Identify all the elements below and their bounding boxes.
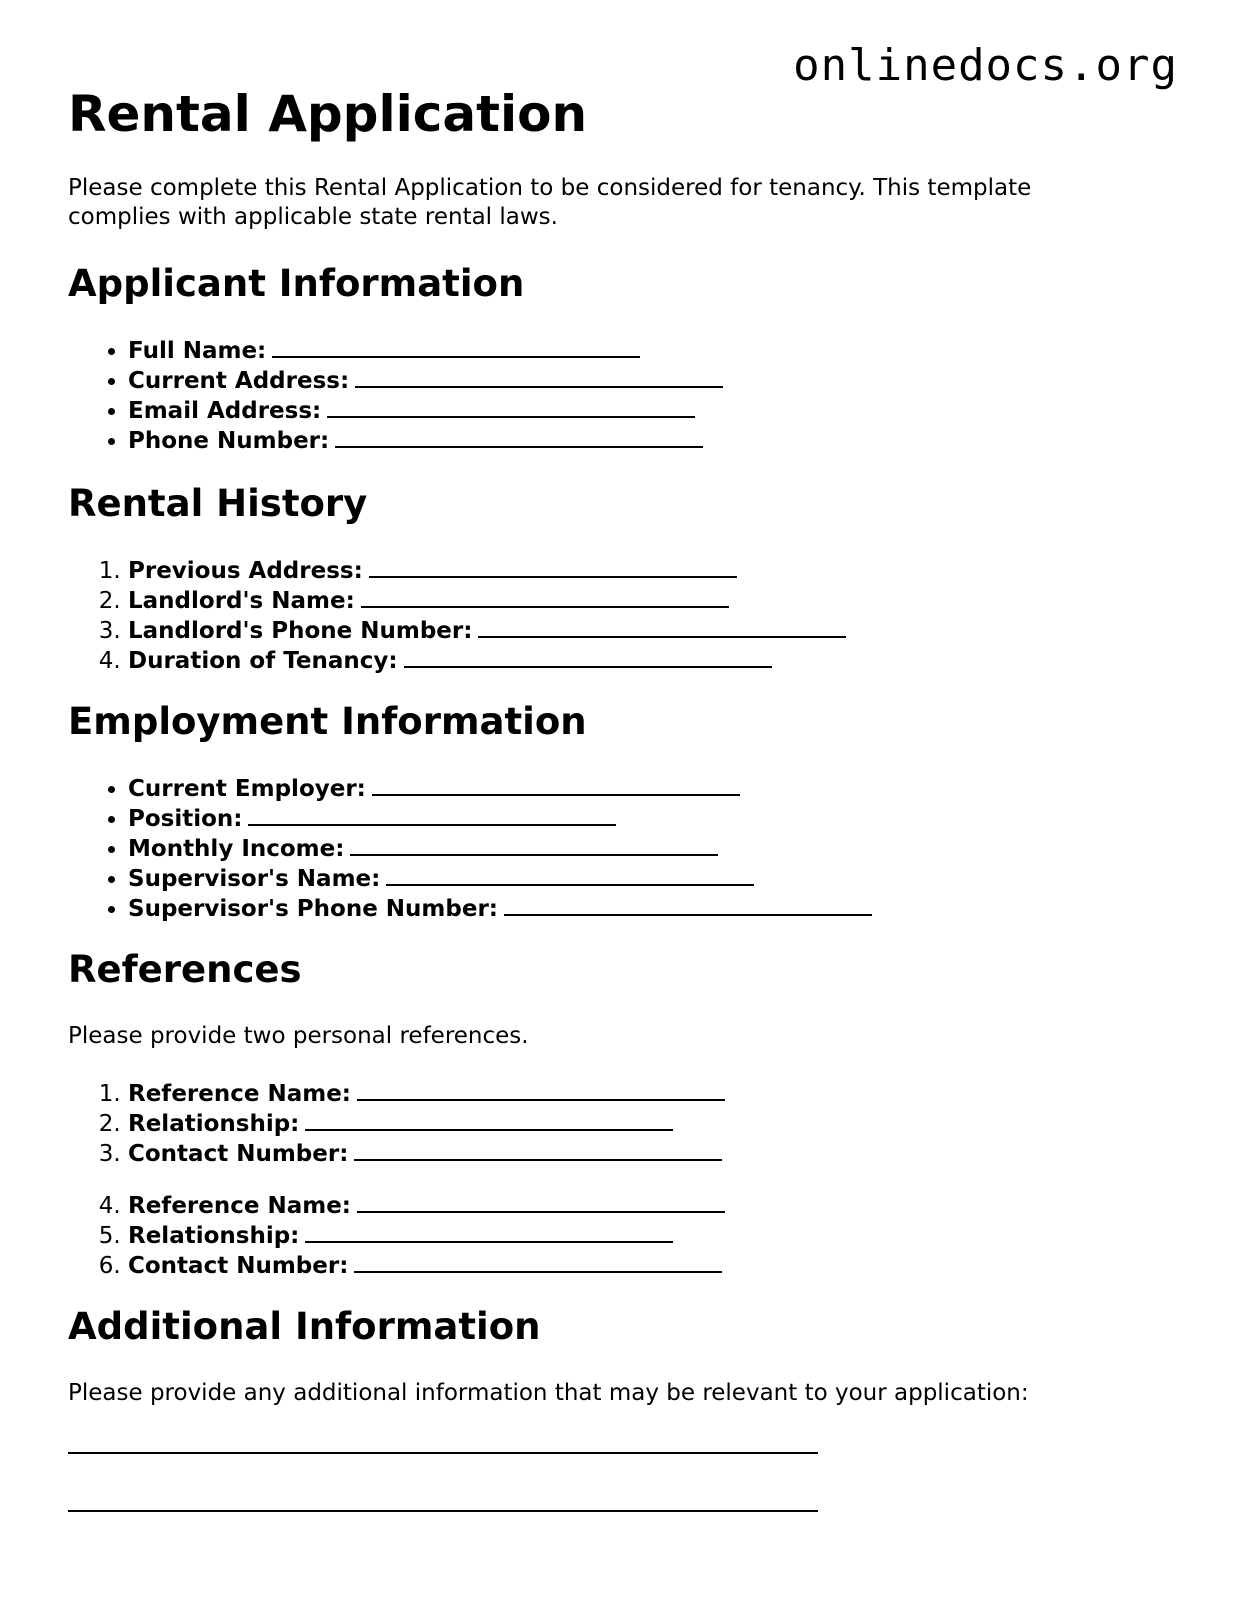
field-label: Phone Number: [128, 428, 330, 454]
supervisor-name-blank[interactable] [386, 864, 754, 886]
current-address-blank[interactable] [355, 366, 723, 388]
field-label: Position: [128, 806, 243, 832]
field-current-address [128, 366, 1178, 396]
field-label: Relationship: [128, 1223, 300, 1249]
field-label: Contact Number: [128, 1141, 349, 1167]
field-supervisor-name [128, 864, 1178, 894]
references-heading: References [68, 948, 302, 991]
applicant-heading: Applicant Information [68, 262, 525, 305]
page-title: Rental Application [68, 85, 588, 143]
employment-heading: Employment Information [68, 700, 587, 743]
field-label: Landlord's Name: [128, 588, 355, 614]
field-contact-number [128, 1139, 1178, 1169]
field-label: Previous Address: [128, 558, 363, 584]
reference-name-blank[interactable] [357, 1079, 725, 1101]
additional-note: Please provide any additional information that may be relevant to your application: [68, 1380, 1029, 1406]
field-label: Contact Number: [128, 1253, 349, 1279]
field-relationship [128, 1221, 1178, 1251]
additional-info-line[interactable] [68, 1510, 818, 1512]
field-landlord-phone [128, 616, 1178, 646]
field-label: Relationship: [128, 1111, 300, 1137]
rental-history-fields [68, 556, 1178, 676]
field-label: Email Address: [128, 398, 322, 424]
watermark: onlinedocs.org [793, 40, 1178, 91]
contact-number-blank[interactable] [354, 1139, 722, 1161]
field-relationship [128, 1109, 1178, 1139]
field-label: Reference Name: [128, 1193, 352, 1219]
field-label: Reference Name: [128, 1081, 352, 1107]
field-label: Supervisor's Phone Number: [128, 896, 498, 922]
applicant-fields [68, 336, 1178, 456]
field-landlord-name [128, 586, 1178, 616]
reference-1-fields [68, 1079, 1178, 1169]
field-reference-name [128, 1079, 1178, 1109]
field-current-employer [128, 774, 1178, 804]
field-label: Monthly Income: [128, 836, 345, 862]
field-full-name [128, 336, 1178, 366]
landlord-phone-blank[interactable] [478, 616, 846, 638]
contact-number-blank[interactable] [354, 1251, 722, 1273]
field-email-address [128, 396, 1178, 426]
monthly-income-blank[interactable] [350, 834, 718, 856]
additional-info-line[interactable] [68, 1452, 818, 1454]
field-phone-number [128, 426, 1178, 456]
field-label: Landlord's Phone Number: [128, 618, 473, 644]
field-tenancy-duration [128, 646, 1178, 676]
references-note: Please provide two personal references. [68, 1023, 529, 1049]
relationship-blank[interactable] [305, 1221, 673, 1243]
intro-text: Please complete this Rental Application to be considered for tenancy. This template complies with applicable state rental laws. [68, 175, 1032, 230]
full-name-blank[interactable] [272, 336, 640, 358]
field-supervisor-phone [128, 894, 1178, 924]
field-reference-name [128, 1191, 1178, 1221]
supervisor-phone-blank[interactable] [504, 894, 872, 916]
field-label: Supervisor's Name: [128, 866, 381, 892]
phone-number-blank[interactable] [335, 426, 703, 448]
document-page [68, 80, 1178, 1512]
position-blank[interactable] [248, 804, 616, 826]
current-employer-blank[interactable] [372, 774, 740, 796]
reference-2-fields [68, 1191, 1178, 1281]
field-label: Current Address: [128, 368, 350, 394]
field-monthly-income [128, 834, 1178, 864]
relationship-blank[interactable] [305, 1109, 673, 1131]
reference-name-blank[interactable] [357, 1191, 725, 1213]
field-label: Full Name: [128, 338, 267, 364]
email-address-blank[interactable] [327, 396, 695, 418]
field-previous-address [128, 556, 1178, 586]
employment-fields [68, 774, 1178, 924]
tenancy-duration-blank[interactable] [404, 646, 772, 668]
landlord-name-blank[interactable] [361, 586, 729, 608]
field-label: Duration of Tenancy: [128, 648, 398, 674]
additional-heading: Additional Information [68, 1305, 541, 1348]
field-contact-number [128, 1251, 1178, 1281]
rental-history-heading: Rental History [68, 482, 368, 525]
field-position [128, 804, 1178, 834]
field-label: Current Employer: [128, 776, 366, 802]
previous-address-blank[interactable] [369, 556, 737, 578]
